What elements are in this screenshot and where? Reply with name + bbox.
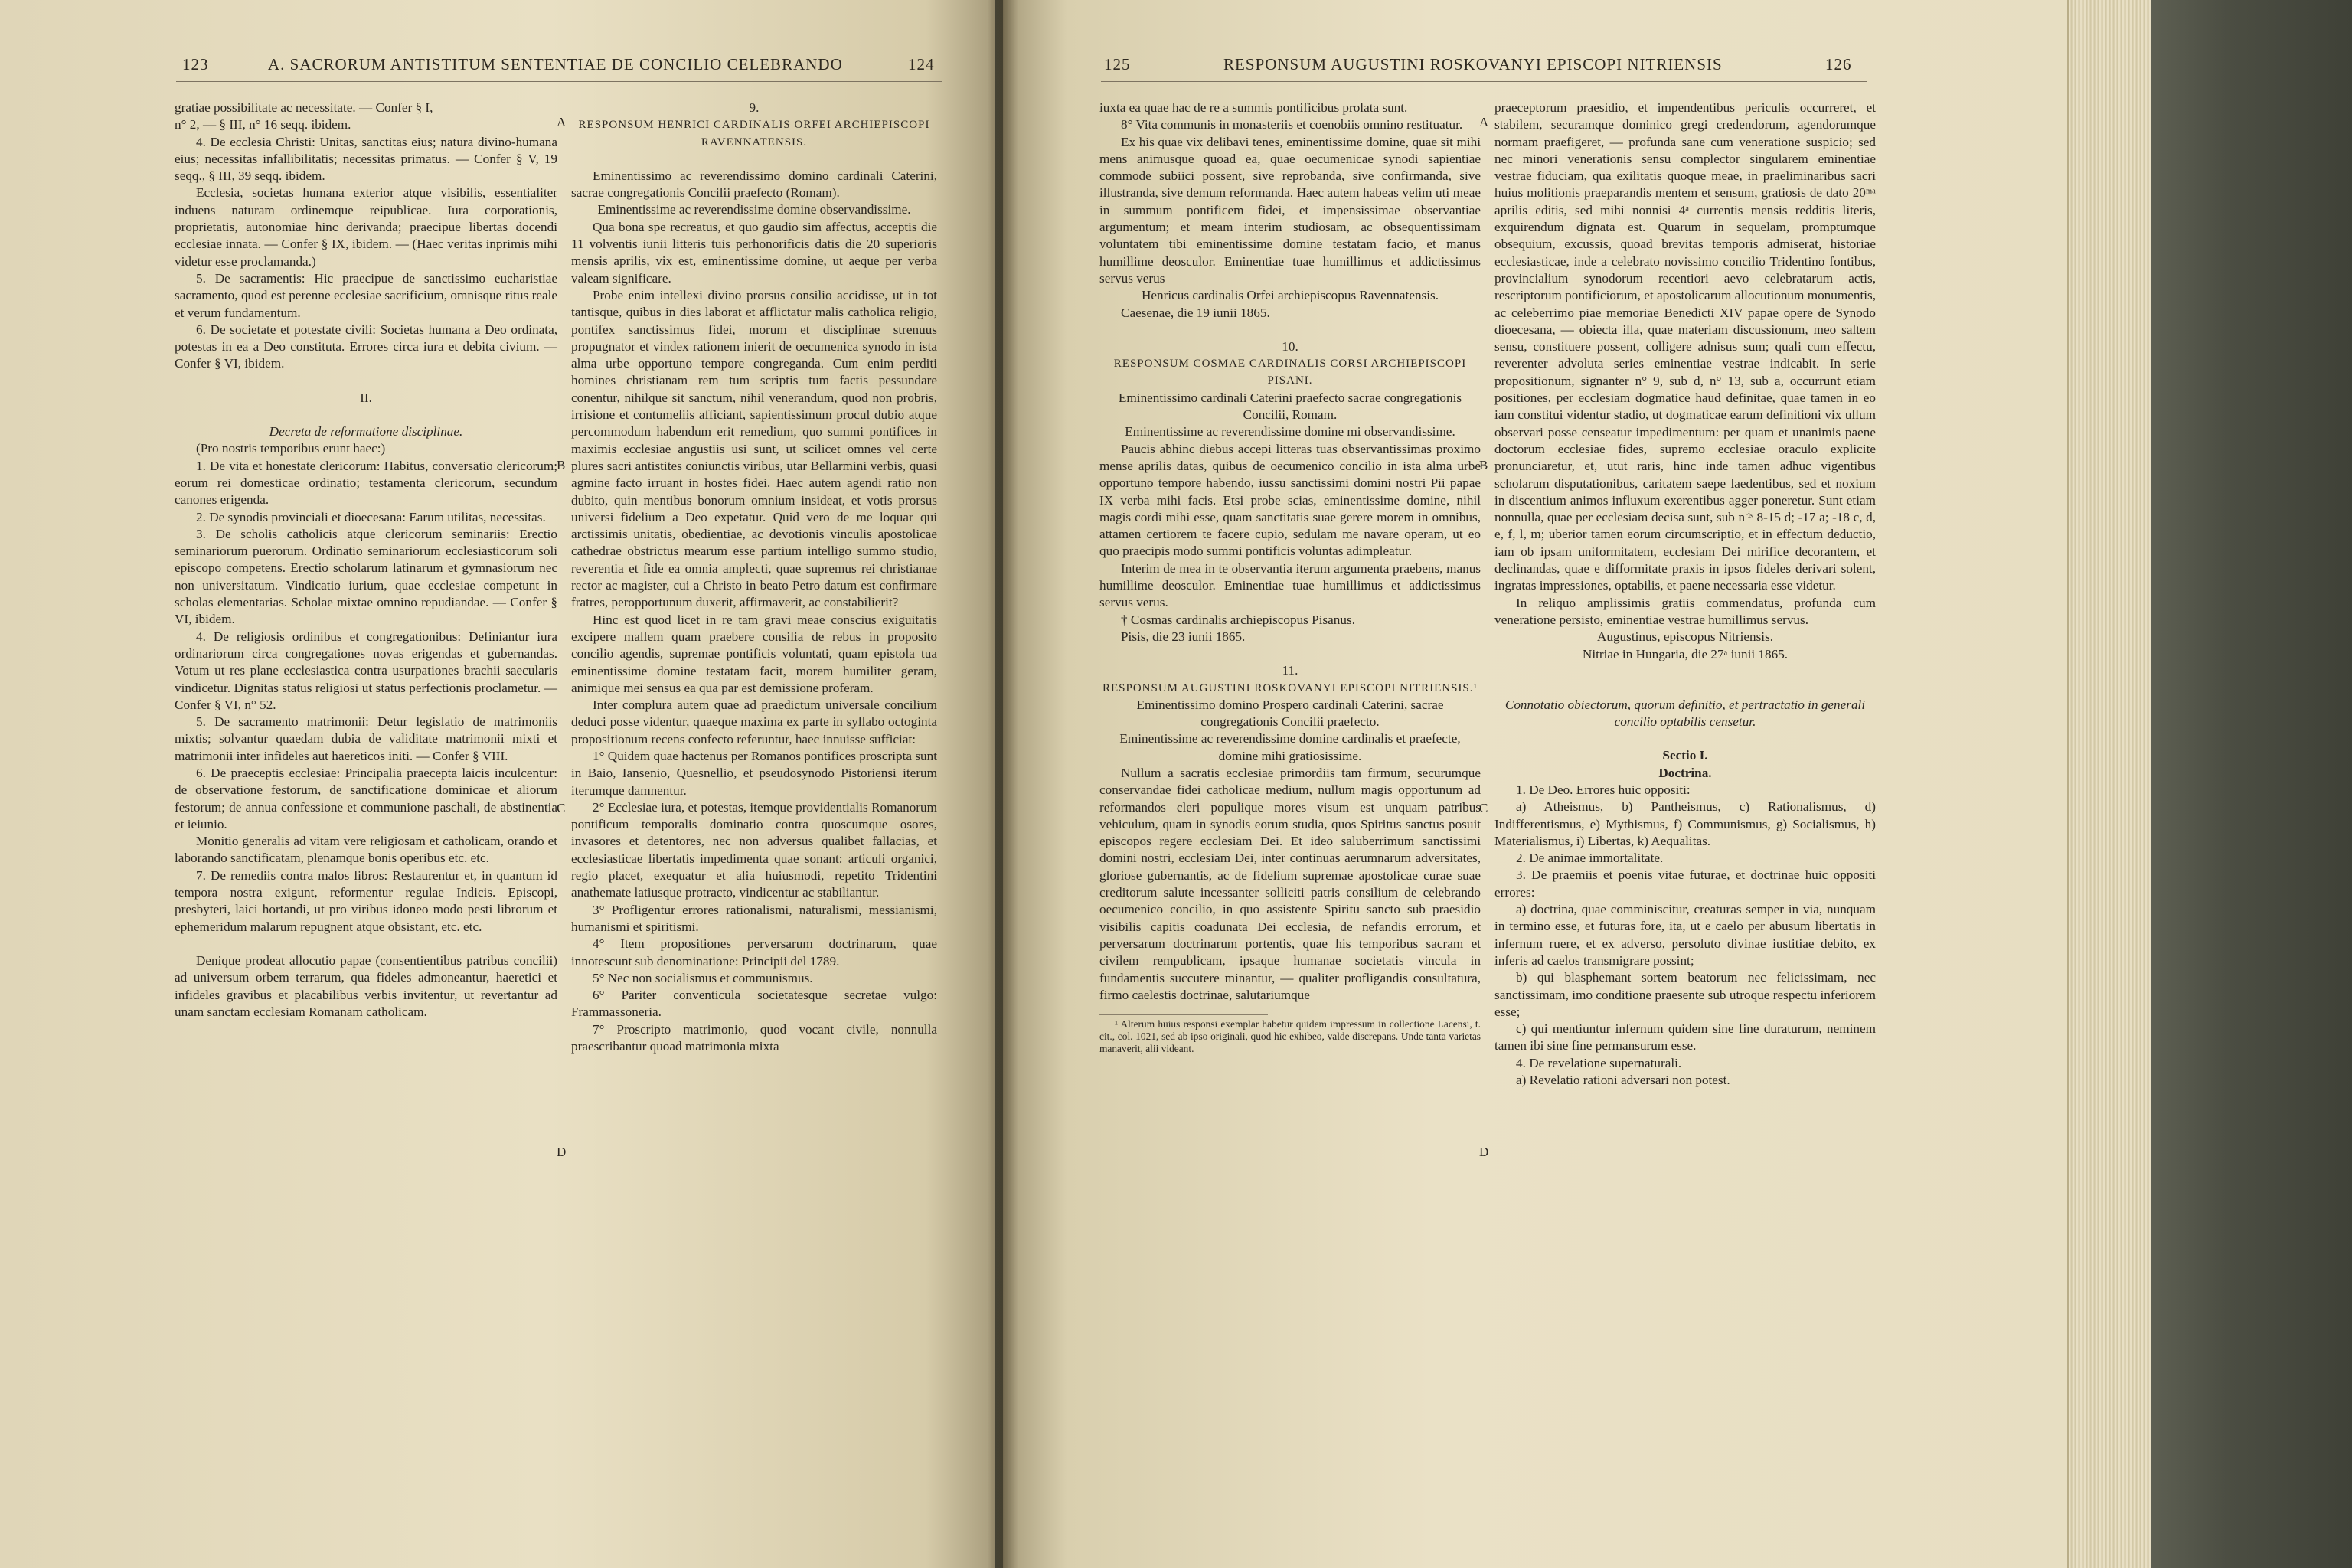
margin-letter-c: C [557, 801, 566, 815]
right-page [1003, 0, 2075, 1568]
margin-letter-b: B [557, 458, 566, 472]
paragraph: n° 2, — § III, n° 16 seqq. ibidem. [175, 117, 351, 132]
page-edges [2067, 0, 2153, 1568]
right-page-column-1 [1099, 100, 1481, 1055]
paragraph: 1° Quidem quae hactenus per Romanos pontifices proscripta sunt in Baio, Iansenio, Quesnellio, et pseudosynodo Pistoriensi iterum iterumque damnentur. [571, 748, 937, 798]
signature: Henricus cardinalis Orfei archiepiscopus Ravennatensis. [1141, 288, 1439, 303]
paragraph: 5. De sacramento matrimonii: Detur legislatio de matrimoniis mixtis; solvantur quaedam dubia de validitate matrimonii mixti et matrimonii inter infideles aut haereticos initi. — Confer § VIII. [175, 714, 557, 763]
page-number-124: 124 [908, 55, 935, 74]
paragraph: 4. De religiosis ordinibus et congregationibus: Definiantur iura ordinariorum circa congregationes novas erigendas et gubernandas. Votum ut res plane ecclesiastica contra usurpationes brachii saecularis vindicetur. Dignitas status religiosi ut status perfectionis proclametur. — Confer § VI, n° 52. [175, 629, 557, 712]
paragraph: 4° Item propositiones perversarum doctrinarum, quae innotescunt sub denominatione: Principii del 1789. [571, 936, 937, 969]
paragraph: 5° Nec non socialismus et communismus. [593, 970, 813, 985]
date-line: Pisis, die 23 iunii 1865. [1121, 629, 1246, 644]
date-line: Caesenae, die 19 iunii 1865. [1121, 305, 1270, 320]
margin-letter-c: C [1479, 801, 1488, 815]
paragraph: Inter complura autem quae ad praedictum universale concilium deduci posse videntur, quaeque maxima ex parte in syllabo octoginta propositionum recens confecto referuntur, haec innuisse sufficiat: [571, 697, 937, 746]
salutation: Eminentissime ac reverendissime domine observandissime. [597, 202, 911, 217]
paragraph: praeceptorum praesidio, et impendentibus periculis occurreret, et stabilem, securamque dominico gregi credendorum, agendorumque normam praefigeret, — profunda sane cum veneratione suspicio; sed nec minori venerationis sensu complector singularem eminentiae vestrae fiduciam, qua exilitatis quoque meae, in praeliminaribus sacri huius molitionis praeparandis mentem et sensum, gratiosis de dato 20ᵐᵃ aprilis editis, sed mihi nonnisi 4ᵃ currentis mensis redditis literis, exquirendum dignata est. Quarum in sequelam, promptumque obsequium, excussis, quoad brevitas temporis admiserat, historiae ecclesiasticae, inde a celebrato novissimo concilio Tridentino fontibus, provincialium synodorum recentiori aevo celebratarum actis, rescriptorum pontificiorum, et apostolicarum allocutionum monumentis, ac celeberrimo piae memoriae Benedicti XIV papae opere de Synodo dioecesana, — obiecta illa, quae materiam discussionum, meo saltem sensu, constituere possent, colligere adnisus sum; quali cum effectu, reverenter advoluta series eminentiae vestrae indicabit. In serie propositionum, signanter n° 9, sub d, n° 13, sub a, occurrunt etiam positiones, per ecclesiam dogmatice haud definitae, quae tamen in eo iam constitui videntur stadio, ut dogmaticae earum definitioni vix ullum observari posse censeatur impedimentum: per quam et unanimis paene doctorum ecclesiae fides, supremo ecclesiae oraculo explicite pronunciaretur, et, utut raris, hinc inde tamen adhuc vigentibus scholarum disputationibus, caritatem saepe laedentibus, sed et noxium in discentium animos influxum exerentibus agger poneretur. Sunt etiam nonnulla, quae per ecclesiam decisa sunt, sub nʳⁱˢ 8-15 d; -17 a; -18 c, d, e, f, l, m; uberior tamen eorum circumscriptio, et in effectum deductio, iam ob ipsam uniformitatem, ecclesiam Dei mirifice decorantem, et declinandas, quae e difformitate praxis in ipsos fideles derivari solent, ingratas impressiones, optabilis, et paene necessaria esse videtur. [1494, 100, 1876, 593]
paragraph: Ecclesia, societas humana exterior atque visibilis, essentialiter induens naturam ordinemque reipublicae. Iura corporationis, proprietatis, autonomiae hinc derivanda; praecipue libertas docendi ecclesiae innata. — Confer § IX, ibidem. — (Haec veritas inprimis mihi videtur esse proclamanda.) [175, 185, 557, 269]
signature: † Cosmas cardinalis archiepiscopus Pisanus. [1121, 612, 1355, 627]
paragraph: gratiae possibilitate ac necessitate. — Confer § I, [175, 100, 433, 115]
paragraph: 1. De vita et honestate clericorum: Habitus, conversatio clericorum; eorum rei domesticae ordinatio; testamenta clericorum, secundum canones erigenda. [175, 458, 557, 508]
paragraph: Monitio generalis ad vitam vere religiosam et catholicam, orando et laborando sanctificatam, plenamque bonis operibus etc. etc. [175, 834, 557, 866]
addressee: Eminentissimo cardinali Caterini praefecto sacrae congregationis Concilii, Romam. [1118, 390, 1462, 423]
list-item: 4. De revelatione supernaturali. [1516, 1055, 1682, 1070]
paragraph: Interim de mea in te observantia iterum argumenta praebens, manus humillime deosculor. Eminentiae tuae humillimus et addictissimus servus verus. [1099, 560, 1481, 610]
list-item: c) qui mentiuntur infernum quidem sine fine duraturum, neminem tamen ibi sine fine permansurum esse. [1494, 1021, 1876, 1054]
margin-letter-d: D [1479, 1145, 1489, 1159]
paragraph: Probe enim intellexi divino prorsus consilio accidisse, ut in tot tantisque, quibus in dies laborat et afflictatur malis catholica religio, pontifex sanctissimus fidei, morum et disciplinae strenuus propugnator et vindex rationem inierit de oecumenica synodo in ista alma urbe opportuno tempore congreganda. Cum enim perditi homines christianam rem tum scriptis tum factis pessundare conentur, nihilque sit sanctum, nihil venerandum, quod non probris, irrisione et contumeliis afficiant, sapientissimum procul dubio atque percommodum habendum erit remedium, quo summi pontifices in maximis ecclesiae angustiis usi sunt, ut scilicet omnes vel certe plures sacri antistites coniunctis viribus, utar Bellarmini verbis, quasi agmine facto irruant in hostes fidei. Haec autem agendi ratio non dubito, quin mentibus bonorum omnium insideat, et votis prorsus universi fidelium a Deo expetatur. Quid vero de me loquar qui arctissimis unitatis, obedientiae, ac devotionis vinculis apostolicae cathedrae obstrictus mearum esse partium intelligo summo studio, reverentia et fide ea omnia amplecti, quae supremus rei christianae rector ac magister, cui a Christo in beato Petro datum est confirmare fratres, peropportunum duxerit, affirmaverit, ac constabilierit? [571, 287, 937, 610]
salutation: Eminentissime ac reverendissime domine cardinalis et praefecte, domine mihi gratiosissime. [1119, 731, 1461, 763]
page-number-123: 123 [182, 55, 209, 74]
paragraph: 6° Pariter conventicula societatesque secretae vulgo: Frammassoneria. [571, 988, 937, 1020]
list-item: 1. De Deo. Errores huic oppositi: [1516, 782, 1690, 797]
page-number-125: 125 [1104, 55, 1131, 74]
paragraph: iuxta ea quae hac de re a summis pontificibus prolata sunt. [1099, 100, 1408, 115]
response-number: 11. [1282, 663, 1298, 678]
paragraph: 7° Proscripto matrimonio, quod vocant civile, nonnulla praescribantur quoad matrimonia mixta [571, 1021, 937, 1054]
paragraph: 2. De synodis provinciali et dioecesana: Earum utilitas, necessitas. [196, 509, 546, 524]
page-number-126: 126 [1825, 55, 1852, 74]
paragraph: Qua bona spe recreatus, et quo gaudio sim affectus, acceptis die 11 volventis iunii litteris tuis perhonorificis datis die 20 superioris mensis aprilis, vix est, eminentissime domine, ut aeque per verba valeam significare. [571, 219, 937, 286]
list-item: 2. De animae immortalitate. [1516, 851, 1664, 866]
footnote: ¹ Alterum huius responsi exemplar habetur quidem impressum in collectione Lacensi, t. cit., col. 1021, sed ab ipso originali, quod hic exhibeo, valde discrepans. Unde tanta varietas manaverit, alii videant. [1099, 1018, 1481, 1055]
list-item: a) doctrina, quae comminiscitur, creaturas semper in via, nunquam in termino esse, et futuras fore, ita, ut e caelo per abusum libertatis in infernum ruere, et ex adverso, persoluto divinae iustitiae debito, ex inferis ad caelos transmigrare possint; [1494, 902, 1876, 968]
list-item: 3. De praemiis et poenis vitae futurae, et doctrinae huic oppositi errores: [1494, 867, 1876, 900]
paragraph: Nullum a sacratis ecclesiae primordiis tam firmum, securumque conservandae fidei catholicae medium, nullum magis opportunum ad reformandos cleri populique mores visum est unquam patribus vehiculum, quam in synodis eorum studia, quos Spiritus sanctus posuit episcopos regere ecclesiam Dei. Et ideo saluberrimum sanctissimi domini nostri, ecclesiam Dei, inter continuas aerumnarum adversitates, gloriose gubernantis, ac de fidelium supremae apostolicae curae suae creditorum salute incessanter solliciti patris consilium de celebrando oecumenico concilio, in quo assistente Spiritu sancto sub praesidio visibilis capitis coadunata Dei ecclesia, de nefandis errorum, et perversarum doctrinarum portentis, quae his temporibus sacram et civilem rempublicam, ipsaque humanae societatis vincula in fundamentis succutere minantur, — qualiter profligandis consultatura, firmo caelestis doctrinae, salutariumque [1099, 765, 1481, 1002]
left-page-column-2 [571, 100, 937, 1055]
right-page-column-2 [1494, 100, 1876, 1089]
margin-letter-d: D [557, 1145, 567, 1159]
response-heading: RESPONSUM AUGUSTINI ROSKOVANYI EPISCOPI NITRIENSIS.¹ [1102, 681, 1478, 694]
left-page-column-1 [175, 100, 557, 1021]
margin-letter-b: B [1479, 458, 1488, 472]
section-heading: Sectio I. [1662, 748, 1708, 763]
margin-letter-a: A [557, 115, 567, 129]
section-subheading: Doctrina. [1658, 765, 1712, 780]
paragraph: Ex his quae vix delibavi tenes, eminentissime domine, quae sit mihi mens animusque quoad ea, quae oecumenicae synodi sapientiae commode subiici possent, sive reprobanda, sive confirmanda, sive illustranda, sive demum reformanda. Haec autem habeas velim uti meae in summum pontificem fidei, et impensissimae observantiae argumentum; et meam interim studiosam, ac obsequentissimam voluntatem tibi eminentissime domine testatam facio, et manus humillime deosculor. Eminentiae tuae humillimus et addictissimus servus verus [1099, 134, 1481, 286]
date-line: Nitriae in Hungaria, die 27ᵃ iunii 1865. [1582, 646, 1788, 662]
margin-letter-a: A [1479, 115, 1489, 129]
list-item: b) qui blasphemant sortem beatorum nec felicissimam, nec sanctissimam, imo conditione praesente sub utroque respectu inferiorem esse; [1494, 970, 1876, 1019]
list-item: a) Atheismus, b) Pantheismus, c) Rationalismus, d) Indifferentismus, e) Mythismus, f) Communismus, g) Socialismus, h) Materialismus, i) Libertas, k) Aequalitas. [1494, 799, 1876, 848]
paragraph: Paucis abhinc diebus accepi litteras tuas observantissimas proximo mense aprilis datas, quibus de oecumenico concilio in ista alma urbe opportuno tempore habendo, iussu sanctissimi domini nostri Pii papae IX verba mihi facis. Etsi probe scias, eminentissime domine, nihil magis cordi mihi esse, quam sanctitatis suae gerere morem in omnibus, attamen certiorem te facere cupio, sedulam me navare operam, ut eo quo praecipis modo summi pontificis voluntas adimpleatur. [1099, 441, 1481, 559]
paragraph: 3° Profligentur errores rationalismi, naturalismi, messianismi, humanismi et spiritismi. [571, 902, 937, 934]
section-title: Connotatio obiectorum, quorum definitio, et pertractatio in generali concilio optabilis censetur. [1504, 697, 1866, 730]
paragraph: 2° Ecclesiae iura, et potestas, itemque providentialis Romanorum pontificum temporalis dominatio contra quoscumque osores, invasores et detentores, nec non adversus qualibet fallacias, et ecclesiasticae libertatis impedimenta quae sonant: articuli organici, regio placet, exequatur et alia huiusmodi, repetito Tridentini anathemate latiusque protracto, vindicentur ac stabiliantur. [571, 799, 937, 900]
paragraph: Denique prodeat allocutio papae (consentientibus patribus concilii) ad universum orbem terrarum, qua fideles admoneantur, haeretici et infideles gravibus et placabilibus verbis invitentur, ut revertantur ad unam sanctam ecclesiam Romanam catholicam. [175, 952, 557, 1019]
addressee: Eminentissimo domino Prospero cardinali Caterini, sacrae congregationis Concilii praefecto. [1136, 697, 1444, 730]
header-rule [1101, 81, 1867, 82]
left-running-title: A. SACRORUM ANTISTITUM SENTENTIAE DE CONCILIO CELEBRANDO [268, 55, 843, 74]
response-heading: RESPONSUM COSMAE CARDINALIS CORSI ARCHIEPISCOPI PISANI. [1113, 358, 1467, 387]
paragraph: (Pro nostris temporibus erunt haec:) [196, 441, 386, 456]
book-gutter [988, 0, 1018, 1568]
response-heading: RESPONSUM HENRICI CARDINALIS ORFEI ARCHIEPISCOPI RAVENNATENSIS. [578, 119, 930, 149]
response-number: 10. [1282, 338, 1298, 354]
section-heading: II. [360, 390, 372, 405]
section-title: Decreta de reformatione disciplinae. [269, 424, 463, 439]
left-page [0, 0, 995, 1568]
right-running-title: RESPONSUM AUGUSTINI ROSKOVANYI EPISCOPI NITRIENSIS [1223, 55, 1723, 74]
paragraph: Eminentissimo ac reverendissimo domino cardinali Caterini, sacrae congregationis Concilii praefecto (Romam). [571, 168, 937, 201]
book-cover [2151, 0, 2352, 1568]
signature: Augustinus, episcopus Nitriensis. [1596, 629, 1774, 645]
paragraph: Hinc est quod licet in re tam gravi meae conscius exiguitatis excipere mallem quam praebere consilia de rebus in proposito concilio agendis, supremae pontificis voluntati, quam epistola tua eminentissime domine testatam facit, morem humiliter geram, animique mei sensus ea qua par est demissione proferam. [571, 612, 937, 695]
paragraph: 6. De praeceptis ecclesiae: Principalia praecepta laicis inculcentur: de observatione festorum, de sanctificatione dominicae et aliorum festorum; de annua confessione et communione paschali, de abstinentia et ieiunio. [175, 765, 557, 831]
response-number: 9. [749, 100, 760, 115]
paragraph: 7. De remediis contra malos libros: Restaurentur et, in quantum id tempora nostra exigunt, reformentur regulae Indicis. Episcopi, presbyteri, laici hortandi, ut pro viribus idoneo modo pesti librorum et ephemeridum malarum repugnent atque obsistant, etc. etc. [175, 867, 557, 934]
paragraph: 3. De scholis catholicis atque clericorum seminariis: Erectio seminariorum puerorum. Ordinatio seminariorum ecclesiasticorum soli episcopo competens. Erectio scholarum latinarum et gymnasiorum nec non universitatum. Vindicatio iurium, quae ecclesiae competunt in scholas elementarias. Scholae mixtae omnino repudiandae. — Confer § VI, ibidem. [175, 526, 557, 627]
paragraph: 6. De societate et potestate civili: Societas humana a Deo ordinata, potestas in ea a Deo constituta. Errores circa iura et debita civium. — Confer § VI, ibidem. [175, 322, 557, 371]
salutation: Eminentissime ac reverendissime domine mi observandissime. [1125, 424, 1455, 439]
header-rule [176, 81, 942, 82]
paragraph: 4. De ecclesia Christi: Unitas, sanctitas eius; natura divino-humana eius; necessitas infallibilitatis; necessitas primatus. — Confer § V, 19 seqq., § III, 39 seqq. ibidem. [175, 134, 557, 184]
list-item: a) Revelatio rationi adversari non potest. [1516, 1073, 1730, 1088]
paragraph: 8° Vita communis in monasteriis et coenobiis omnino restituatur. [1121, 117, 1463, 132]
paragraph: In reliquo amplissimis gratiis commendatus, profunda cum veneratione persisto, eminentiae vestrae humillimus servus. [1494, 595, 1876, 627]
paragraph: 5. De sacramentis: Hic praecipue de sanctissimo eucharistiae sacramento, quod est perenne ecclesiae sacrificium, omnisque ritus reale et verum fundamentum. [175, 270, 557, 320]
